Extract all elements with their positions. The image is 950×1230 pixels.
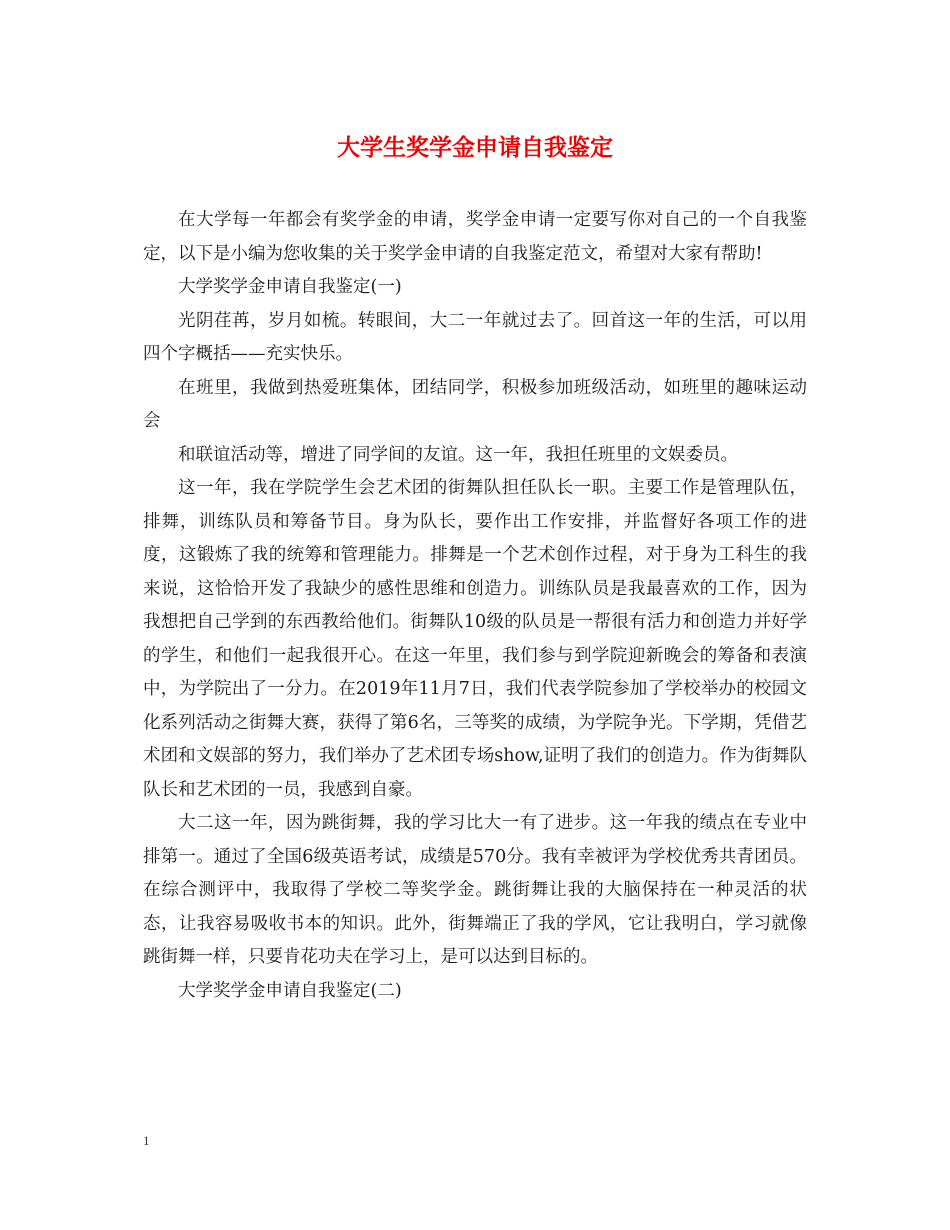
- page-number: 1: [143, 1133, 150, 1148]
- body-paragraph: 这一年，我在学院学生会艺术团的街舞队担任队长一职。主要工作是管理队伍，排舞，训练队员和筹备节目。身为队长，要作出工作安排，并监督好各项工作的进度，这锻炼了我的统筹和管理能力。排舞是一个艺术创作过程，对于身为工科生的我来说，这恰恰开发了我缺少的感性思维和创造力。训练队员是我最喜欢的工作，因为我想把自己学到的东西教给他们。街舞队10级的队员是一帮很有活力和创造力并好学的学生，和他们一起我很开心。在这一年里，我们参与到学院迎新晚会的筹备和表演中，为学院出了一分力。在2019年11月7日，我们代表学院参加了学校举办的校园文化系列活动之街舞大赛，获得了第6名，三等奖的成绩，为学院争光。下学期，凭借艺术团和文娱部的努力，我们举办了艺术团专场show,证明了我们的创造力。作为街舞队队长和艺术团的一员，我感到自豪。: [143, 478, 807, 800]
- intro-paragraph: 在大学每一年都会有奖学金的申请，奖学金申请一定要写你对自己的一个自我鉴定，以下是小编为您收集的关于奖学金申请的自我鉴定范文，希望对大家有帮助!: [143, 210, 807, 264]
- document-body: [143, 204, 807, 1008]
- document-title: 大学生奖学金申请自我鉴定: [337, 134, 613, 161]
- body-paragraph: 和联谊活动等，增进了同学间的友谊。这一年，我担任班里的文娱委员。: [178, 444, 738, 465]
- section-heading-one: 大学奖学金申请自我鉴定(一): [178, 277, 402, 297]
- body-paragraph: 光阴荏苒，岁月如梳。转眼间，大二一年就过去了。回首这一年的生活，可以用四个字概括——充实快乐。: [143, 310, 807, 364]
- body-paragraph: 在班里，我做到热爱班集体，团结同学，积极参加班级活动，如班里的趣味运动会: [143, 377, 807, 431]
- section-heading-two: 大学奖学金申请自我鉴定(二): [178, 980, 402, 1001]
- body-paragraph: 大二这一年，因为跳街舞，我的学习比大一有了进步。这一年我的绩点在专业中排第一。通过了全国6级英语考试，成绩是570分。我有幸被评为学校优秀共青团员。在综合测评中，我取得了学校二等奖学金。跳街舞让我的大脑保持在一种灵活的状态，让我容易吸收书本的知识。此外，街舞端正了我的学风，它让我明白，学习就像跳街舞一样，只要肯花功夫在学习上，是可以达到目标的。: [143, 813, 807, 967]
